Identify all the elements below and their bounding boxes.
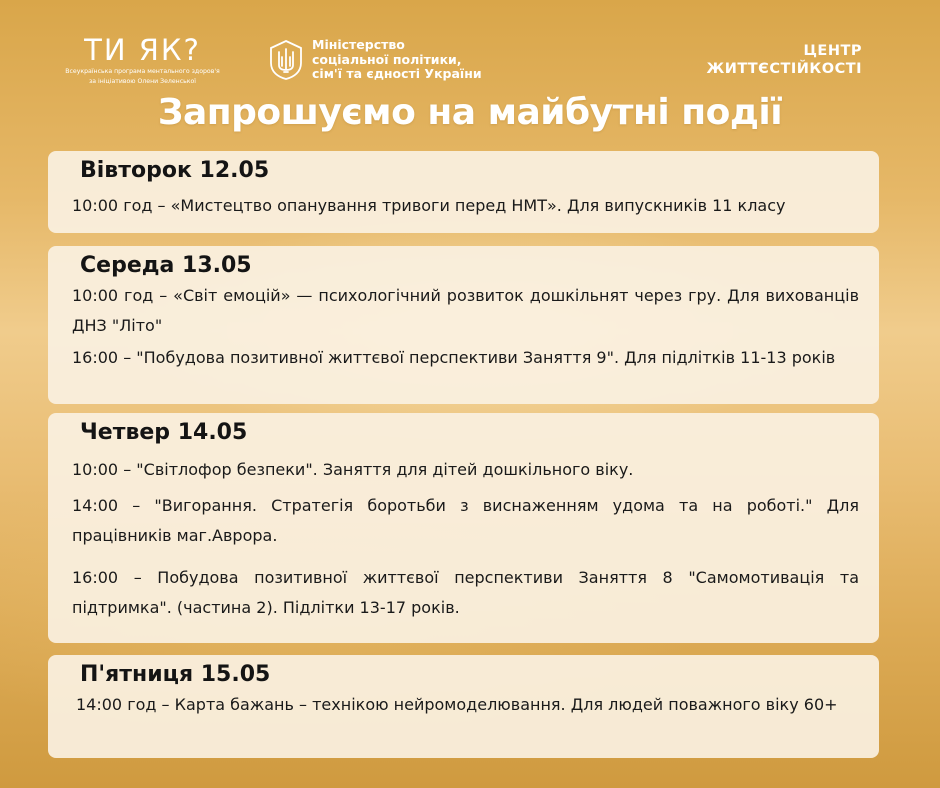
day-heading: Вівторок 12.05 [80, 158, 270, 183]
day-heading: П'ятниця 15.05 [80, 662, 271, 687]
resilience-center-logo [707, 42, 862, 78]
header [0, 0, 940, 95]
trident-emblem-icon [268, 39, 304, 81]
event-item: 10:00 год – «Світ емоцій» — психологічний розвиток дошкільнят через гру. Для вихованців ДНЗ "Літо" [72, 286, 859, 335]
event-item: 10:00 год – «Мистецтво опанування тривоги перед НМТ». Для випускників 11 класу [72, 196, 786, 215]
event-item: 14:00 – "Вигорання. Стратегія боротьби з виснаженням удома та на роботі." Для працівників маг.Аврора. [72, 496, 859, 545]
ministry-line1: Міністерство [312, 37, 405, 52]
ministry-name [312, 38, 482, 82]
center-line2: ЖИТТЄСТІЙКОСТІ [706, 61, 862, 77]
ministry-logo [268, 38, 482, 82]
tiyak-logo [55, 34, 230, 85]
ministry-line2: соціальної політики, [312, 51, 462, 67]
event-item: 16:00 – Побудова позитивної життєвої перспективи Заняття 8 "Самомотивація та підтримка". (частина 2). Підлітки 13-17 років. [72, 568, 859, 617]
event-item: 10:00 – "Світлофор безпеки". Заняття для дітей дошкільного віку. [72, 460, 634, 479]
center-line1: ЦЕНТР [803, 43, 862, 59]
day-card-thursday [48, 413, 879, 643]
day-card-wednesday [48, 246, 879, 404]
tiyak-brand: ТИ ЯК? [84, 33, 201, 67]
tiyak-subtitle-line1: Всеукраїнська програма ментального здоров'я [65, 68, 220, 75]
day-card-tuesday [48, 151, 879, 233]
event-item: 14:00 год – Карта бажань – технікою нейромоделювання. Для людей поважного віку 60+ [76, 695, 838, 714]
day-heading: Четвер 14.05 [80, 420, 248, 445]
event-item: 16:00 – "Побудова позитивної життєвої перспективи Заняття 9". Для підлітків 11-13 років [72, 348, 836, 367]
day-card-friday [48, 655, 879, 758]
ministry-line3: сім'ї та єдності України [312, 66, 482, 81]
tiyak-subtitle-line2: за ініціативою Олени Зеленської [88, 77, 197, 85]
day-heading: Середа 13.05 [80, 253, 252, 278]
page-title: Запрошуємо на майбутні події [157, 92, 783, 133]
